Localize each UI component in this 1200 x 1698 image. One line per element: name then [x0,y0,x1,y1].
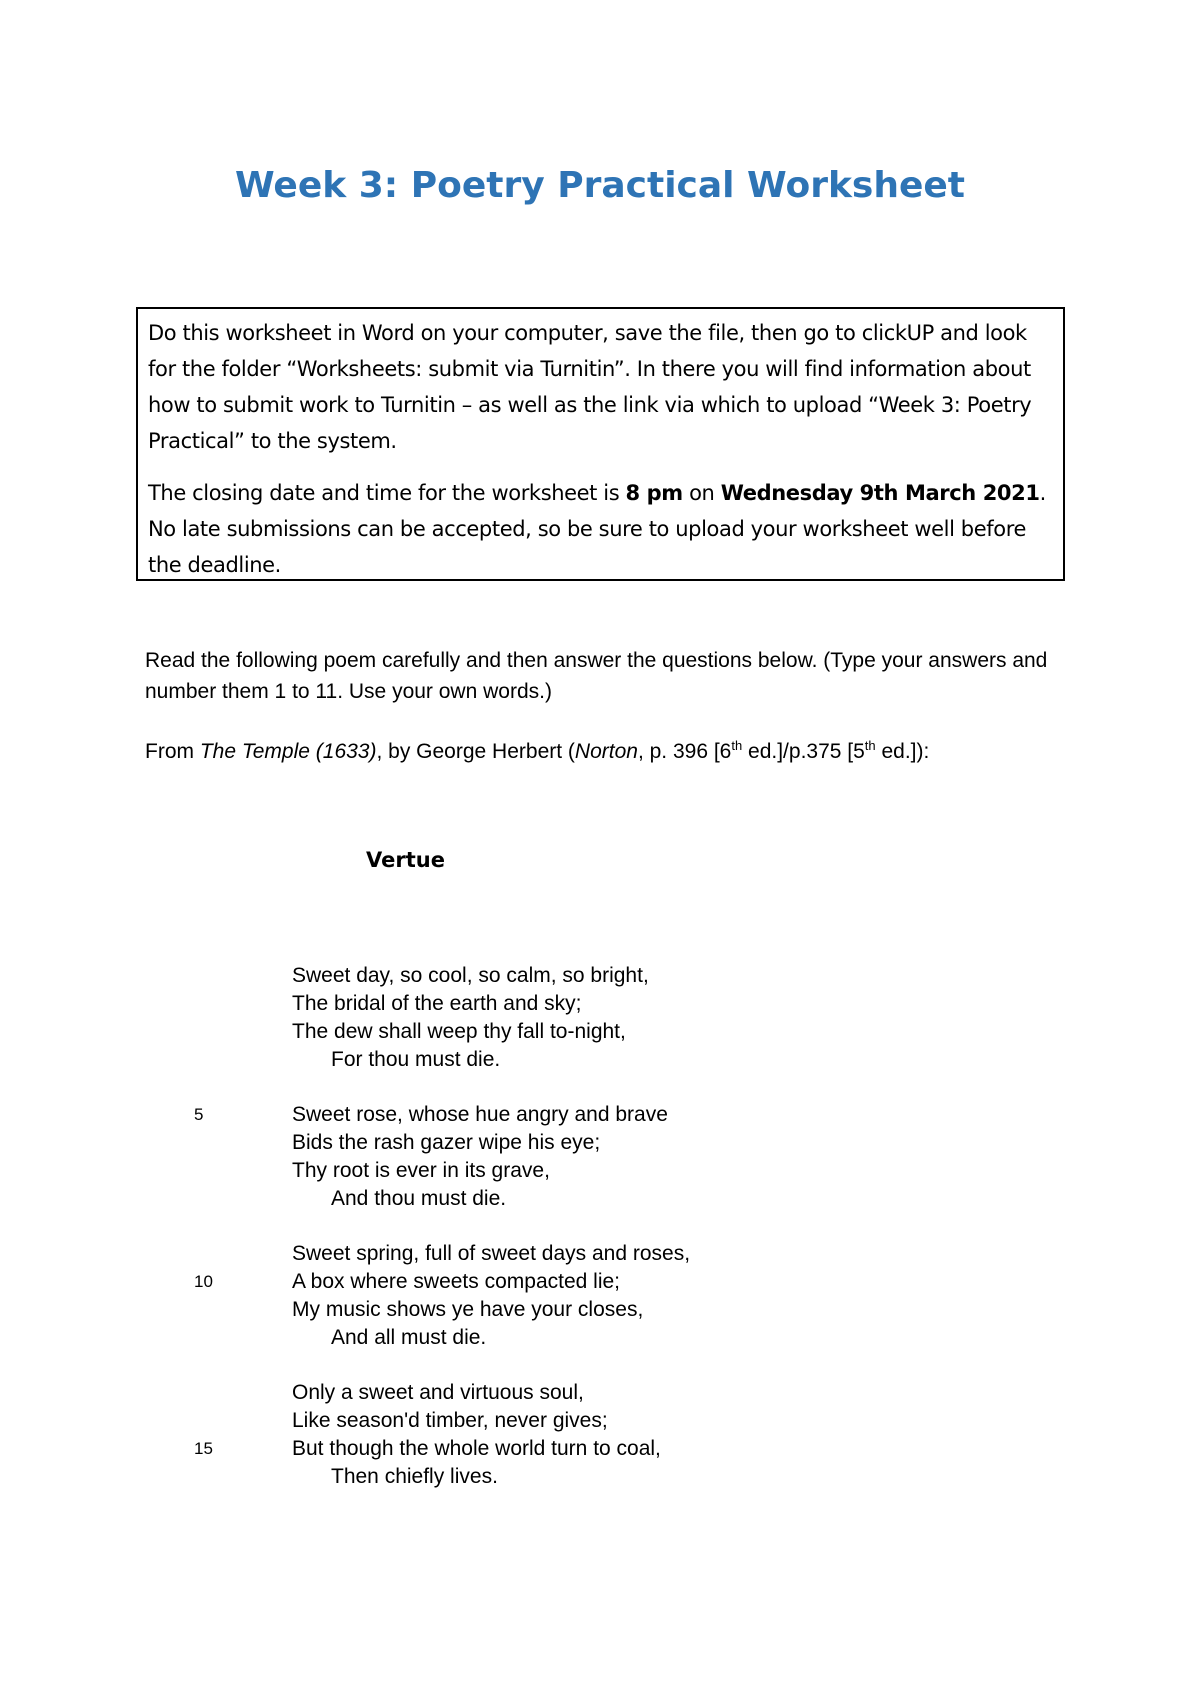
poem-line [0,1324,1200,1352]
poem-title: Vertue [366,848,445,872]
poem-line-text: Thy root is ever in its grave, [292,1159,550,1182]
submission-notice-box [136,307,1065,581]
poem-line [0,1101,1200,1129]
poem-line [0,1157,1200,1185]
deadline-text-mid: on [682,481,721,505]
poem-stanza [0,1240,1200,1352]
poem-body [0,962,1200,1518]
deadline-time: 8 pm [625,481,683,505]
poem-line-number: 10 [194,1272,213,1291]
poem-line-text: And thou must die. [331,1187,507,1210]
deadline-text-pre: The closing date and time for the worksheet is [148,481,626,505]
poem-line-text: The dew shall weep thy fall to-night, [292,1020,626,1043]
poem-line-text: My music shows ye have your closes, [292,1298,644,1321]
deadline-date: Wednesday 9th March 2021 [720,481,1040,505]
source-page-5th: ed.]/p.375 [5 [742,740,865,763]
poem-line [0,1046,1200,1074]
poem-line [0,1435,1200,1463]
poem-line [0,1185,1200,1213]
poem-line-text: Like season'd timber, never gives; [292,1409,608,1432]
poem-stanza [0,1379,1200,1491]
poem-line-text: Only a sweet and virtuous soul, [292,1381,584,1404]
poem-line-text: Sweet rose, whose hue angry and brave [292,1103,668,1126]
poem-line-text: But though the whole world turn to coal, [292,1437,661,1460]
poem-line [0,1463,1200,1491]
poem-line [0,1268,1200,1296]
poem-line-number: 5 [194,1105,204,1124]
source-sup-5th: th [864,738,876,753]
source-end: ed.]): [875,740,930,763]
poem-line-number: 15 [194,1439,213,1458]
poem-line [0,1240,1200,1268]
poem-line-text: The bridal of the earth and sky; [292,992,582,1015]
poem-stanza [0,962,1200,1074]
reading-instructions: Read the following poem carefully and then answer the questions below. (Type your answers and number them 1 to 11. Use your own words.) [145,649,1048,703]
poem-line-text: For thou must die. [331,1048,501,1071]
poem-line-text: A box where sweets compacted lie; [292,1270,621,1293]
poem-line [0,1018,1200,1046]
poem-line [0,962,1200,990]
poem-line [0,1129,1200,1157]
poem-stanza [0,1101,1200,1213]
notice-paragraph-instructions: Do this worksheet in Word on your computer, save the file, then go to clickUP and look for the folder “Worksheets: submit via Turnitin”. In there you will find information about how to submit work to Turnitin – as well as the link via which to upload “Week 3: Poetry Practical” to the system. [148,321,1032,453]
deadline-text-post: . No late submissions can be accepted, so be sure to upload your worksheet well before the deadline. [148,481,1046,577]
poem-line-text: Bids the rash gazer wipe his eye; [292,1131,601,1154]
poem-line [0,1296,1200,1324]
source-prefix: From [145,740,200,763]
poem-line-text: Then chiefly lives. [331,1465,498,1488]
source-author: , by George Herbert ( [376,740,575,763]
poem-line [0,990,1200,1018]
source-book-title: The Temple (1633) [199,740,377,763]
poem-source-citation [145,736,1065,767]
source-sup-6th: th [731,738,743,753]
page-title: Week 3: Poetry Practical Worksheet [235,165,965,206]
poem-line-text: Sweet day, so cool, so calm, so bright, [292,964,649,987]
poem-line [0,1407,1200,1435]
notice-paragraph-deadline [148,475,1053,583]
poem-line-text: Sweet spring, full of sweet days and roses, [292,1242,691,1265]
source-anthology: Norton [574,740,638,763]
poem-line [0,1379,1200,1407]
source-page-6th: , p. 396 [6 [637,740,732,763]
poem-line-text: And all must die. [331,1326,487,1349]
